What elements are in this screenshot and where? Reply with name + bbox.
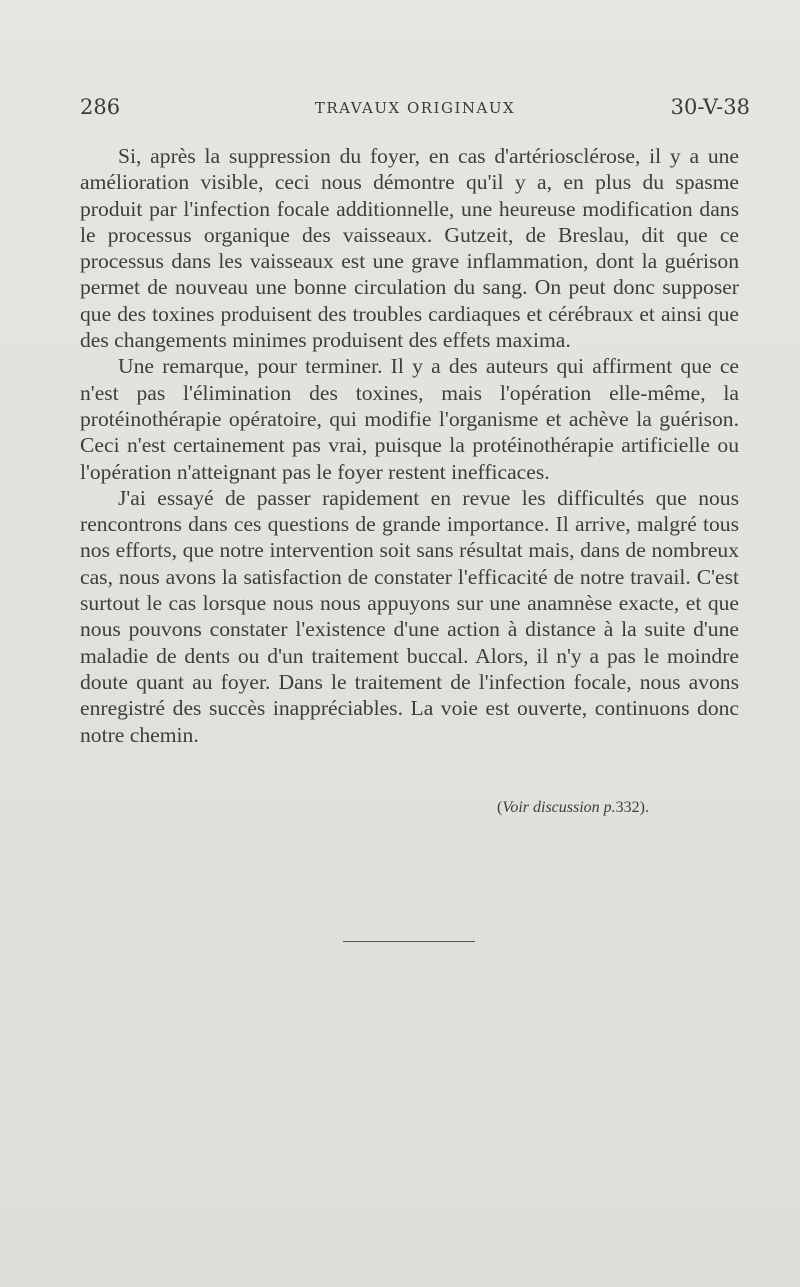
reference-close: ). (639, 799, 649, 816)
issue-date: 30-V-38 (670, 95, 750, 119)
article-body (80, 143, 739, 748)
reference-page: 332 (615, 799, 640, 816)
reference-label: Voir discussion p. (502, 799, 616, 816)
section-rule (343, 941, 475, 942)
journal-title: TRAVAUX ORIGINAUX (314, 99, 516, 117)
paragraph-conclusion: J'ai essayé de passer rapidement en revue les difficultés que nous rencontrons dans ces questions de grande importance. Il arrive, malgré tous nos efforts, que notre intervention soit sans résultat mais, dans de nombreux cas, nous avons la satisfaction de constater l'efficacité de notre travail. C'est surtout le cas lorsque nous nous appuyons sur une anamnèse exacte, et que nous pouvons constater l'existence d'une action à distance à la suite d'une maladie de dents ou d'un traitement buccal. Alors, il n'y a pas le moindre doute quant au foyer. Dans le traitement de l'infection focale, nous avons enregistré des succès inappréciables. La voie est ouverte, continuons donc notre chemin. (80, 485, 739, 747)
discussion-reference (497, 799, 649, 817)
running-head (80, 95, 750, 125)
reference-open-paren: ( (497, 799, 503, 816)
page-number: 286 (80, 95, 121, 119)
paragraph-arteriosclerosis: Si, après la suppression du foyer, en cas d'artériosclérose, il y a une amélioration visible, ceci nous démontre qu'il y a, en plus du spasme produit par l'infection focale additionnelle, une heureuse modification dans le processus organique des vaisseaux. Gutzeit, de Breslau, dit que ce processus dans les vaisseaux est une grave inflammation, dont la guérison permet de nouveau une bonne circulation du sang. On peut donc supposer que des toxines produisent des troubles cardiaques et cérébraux et ainsi que des changements minimes produisent des effets maxima. (80, 144, 739, 353)
paragraph-remark: Une remarque, pour terminer. Il y a des auteurs qui affirment que ce n'est pas l'élimination des toxines, mais l'opération elle-même, la protéinothérapie opératoire, qui modifie l'organisme et achève la guérison. Ceci n'est certainement pas vrai, puisque la protéinothérapie artificielle ou l'opération n'atteignant pas le foyer restent inefficaces. (80, 354, 739, 484)
